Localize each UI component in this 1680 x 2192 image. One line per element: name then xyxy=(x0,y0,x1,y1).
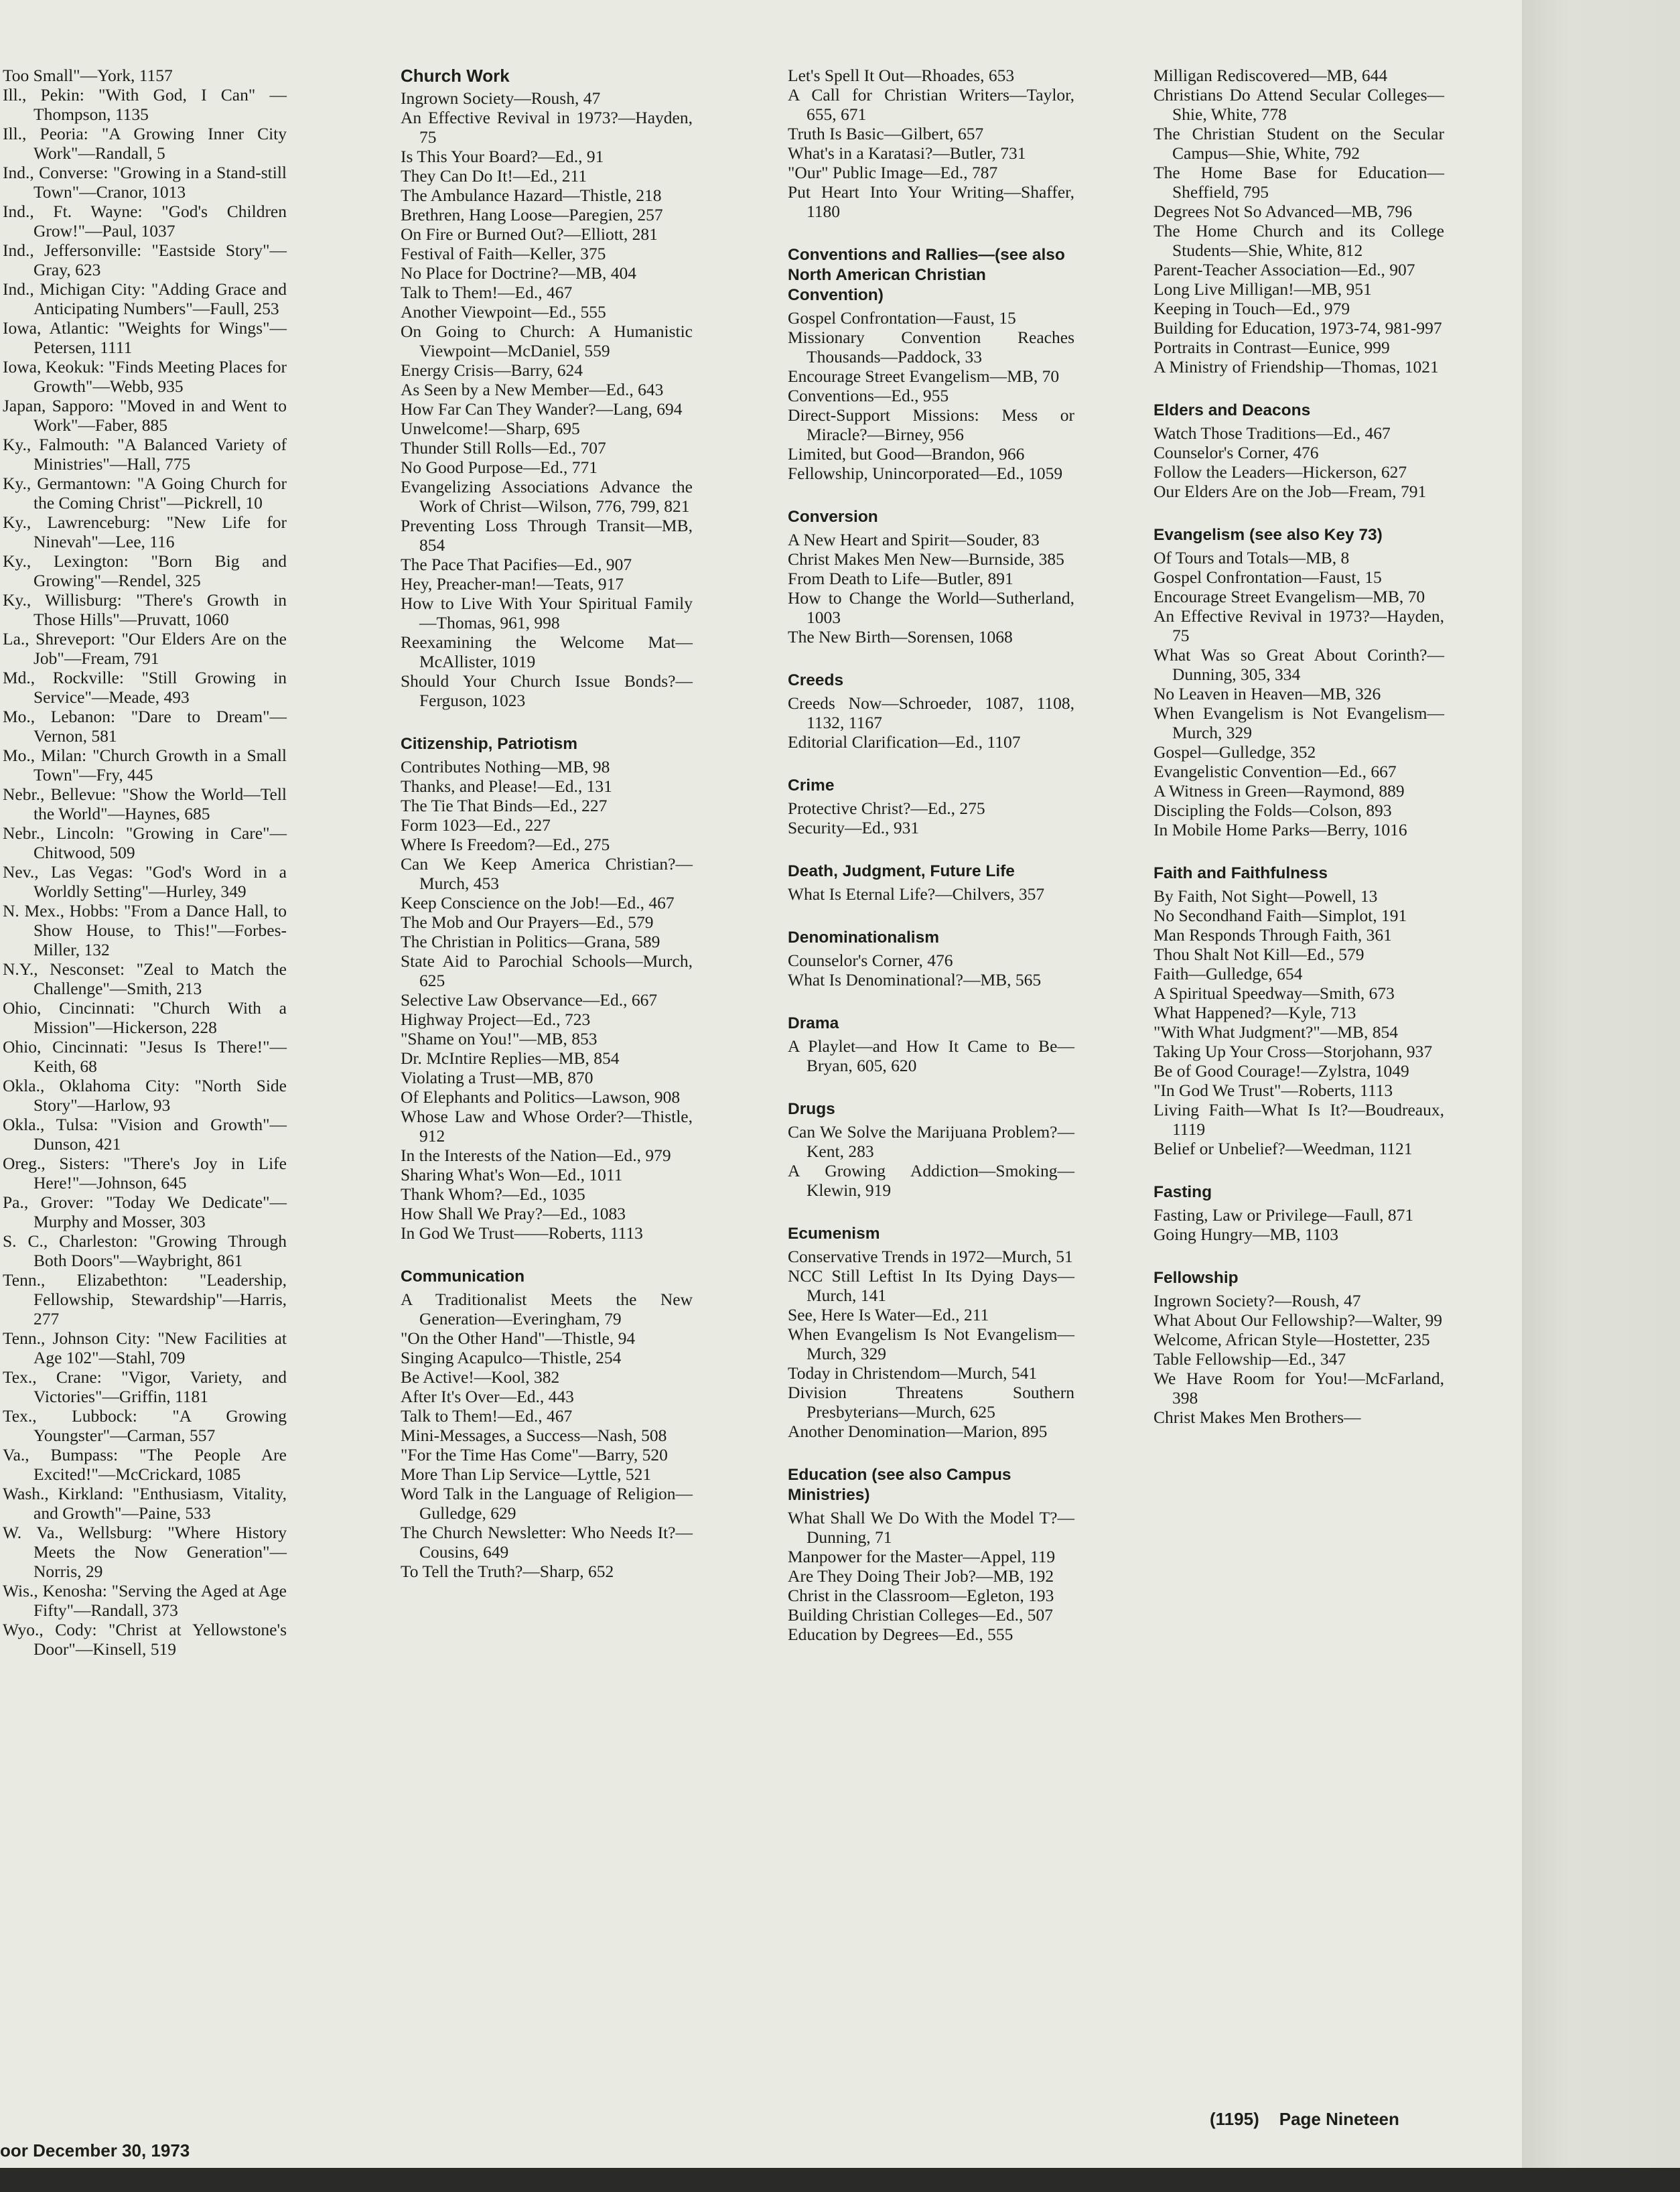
index-entry: "For the Time Has Come"—Barry, 520 xyxy=(401,1445,668,1464)
index-entry: "With What Judgment?"—MB, 854 xyxy=(1153,1022,1398,1042)
index-section xyxy=(401,734,693,1243)
index-entry: Ill., Pekin: "With God, I Can" —Thompson, 1135 xyxy=(3,85,287,124)
index-entry: What Happened?—Kyle, 713 xyxy=(1153,1003,1356,1022)
index-entry: Creeds Now—Schroeder, 1087, 1108, 1132, 1167 xyxy=(788,693,1074,732)
index-entry: Selective Law Observance—Ed., 667 xyxy=(401,990,658,1010)
index-section xyxy=(1153,66,1444,376)
index-entry: Tenn., Johnson City: "New Facilities at Age 102"—Stahl, 709 xyxy=(3,1328,287,1367)
index-entry: They Can Do It!—Ed., 211 xyxy=(401,166,587,186)
index-entry: Whose Law and Whose Order?—Thistle, 912 xyxy=(401,1107,693,1146)
index-entry: Be Active!—Kool, 382 xyxy=(401,1367,560,1387)
index-entry: A Spiritual Speedway—Smith, 673 xyxy=(1153,983,1395,1003)
index-entry: Thank Whom?—Ed., 1035 xyxy=(401,1184,585,1204)
index-entry: Pa., Grover: "Today We Dedicate"—Murphy and Mosser, 303 xyxy=(3,1192,287,1231)
index-entry: What Is Eternal Life?—Chilvers, 357 xyxy=(788,884,1045,904)
index-entry: Welcome, African Style—Hostetter, 235 xyxy=(1153,1330,1430,1349)
index-entry: Tenn., Elizabethton: "Leadership, Fellowship, Stewardship"—Harris, 277 xyxy=(3,1270,287,1328)
index-entry: How to Live With Your Spiritual Family—Thomas, 961, 998 xyxy=(401,594,693,632)
index-entry: The Tie That Binds—Ed., 227 xyxy=(401,796,608,815)
index-entry: Of Elephants and Politics—Lawson, 908 xyxy=(401,1087,681,1107)
index-entry: Iowa, Keokuk: "Finds Meeting Places for Growth"—Webb, 935 xyxy=(3,357,287,396)
index-entry: Okla., Tulsa: "Vision and Growth"—Dunson, 421 xyxy=(3,1115,287,1154)
index-entry: Preventing Loss Through Transit—MB, 854 xyxy=(401,516,693,555)
index-entry: Nev., Las Vegas: "God's Word in a Worldly Setting"—Hurley, 349 xyxy=(3,862,287,901)
index-entry: The Christian in Politics—Grana, 589 xyxy=(401,932,660,951)
section-heading: Education (see also Campus Ministries) xyxy=(788,1466,1011,1504)
index-entry: Follow the Leaders—Hickerson, 627 xyxy=(1153,462,1407,482)
index-entry: Nebr., Bellevue: "Show the World—Tell the World"—Haynes, 685 xyxy=(3,784,287,823)
index-entry: Hey, Preacher-man!—Teats, 917 xyxy=(401,574,624,594)
index-entry: Conservative Trends in 1972—Murch, 51 xyxy=(788,1247,1073,1266)
index-entry: Another Denomination—Marion, 895 xyxy=(788,1422,1048,1441)
index-section xyxy=(788,862,1074,904)
index-entry: N.Y., Nesconset: "Zeal to Match the Challenge"—Smith, 213 xyxy=(3,959,287,998)
index-entry: The Home Base for Education—Sheffield, 795 xyxy=(1153,163,1444,202)
index-section xyxy=(401,66,693,710)
index-entry: Ingrown Society?—Roush, 47 xyxy=(1153,1291,1361,1310)
index-entry: Wis., Kenosha: "Serving the Aged at Age Fifty"—Randall, 373 xyxy=(3,1581,287,1620)
index-entry: Another Viewpoint—Ed., 555 xyxy=(401,302,606,322)
index-entry: Talk to Them!—Ed., 467 xyxy=(401,1406,573,1426)
section-heading: Faith and Faithfulness xyxy=(1153,864,1328,882)
index-entry: No Leaven in Heaven—MB, 326 xyxy=(1153,684,1381,703)
index-entry: Be of Good Courage!—Zylstra, 1049 xyxy=(1153,1061,1409,1081)
section-heading: Conventions and Rallies—(see also North American Christian Convention) xyxy=(788,246,1065,304)
section-heading: Communication xyxy=(401,1268,525,1286)
index-entry: W. Va., Wellsburg: "Where History Meets the Now Generation"—Norris, 29 xyxy=(3,1523,287,1581)
index-entry: Ky., Germantown: "A Going Church for the Coming Christ"—Pickrell, 10 xyxy=(3,474,287,512)
index-entry: Man Responds Through Faith, 361 xyxy=(1153,925,1392,945)
index-entry: Parent-Teacher Association—Ed., 907 xyxy=(1153,260,1415,279)
index-section xyxy=(788,66,1074,221)
index-entry: Truth Is Basic—Gilbert, 657 xyxy=(788,124,984,143)
index-entry: Violating a Trust—MB, 870 xyxy=(401,1068,593,1087)
index-entry: Building for Education, 1973-74, 981-997 xyxy=(1153,318,1442,338)
index-entry: Dr. McIntire Replies—MB, 854 xyxy=(401,1048,620,1068)
index-entry: Ky., Lexington: "Born Big and Growing"—Rendel, 325 xyxy=(3,551,287,590)
index-entry: What Was so Great About Corinth?—Dunning, 305, 334 xyxy=(1153,645,1444,684)
index-entry: When Evangelism is Not Evangelism—Murch, 329 xyxy=(1153,703,1444,742)
index-entry: An Effective Revival in 1973?—Hayden, 75 xyxy=(1153,606,1444,645)
index-entry: A Growing Addiction—Smoking—Klewin, 919 xyxy=(788,1161,1074,1200)
index-entry: "Shame on You!"—MB, 853 xyxy=(401,1029,598,1048)
index-entry: What's in a Karatasi?—Butler, 731 xyxy=(788,143,1026,163)
index-section xyxy=(1153,1268,1444,1427)
index-entry: Where Is Freedom?—Ed., 275 xyxy=(401,835,610,854)
index-entry: Should Your Church Issue Bonds?—Ferguson, 1023 xyxy=(401,671,693,710)
index-entry: Thanks, and Please!—Ed., 131 xyxy=(401,776,612,796)
index-entry: Let's Spell It Out—Rhoades, 653 xyxy=(788,66,1015,85)
index-entry: Talk to Them!—Ed., 467 xyxy=(401,283,573,302)
index-entry: Thou Shalt Not Kill—Ed., 579 xyxy=(1153,945,1364,964)
index-entry: No Good Purpose—Ed., 771 xyxy=(401,458,598,477)
index-entry: Singing Acapulco—Thistle, 254 xyxy=(401,1348,622,1367)
index-entry: Ky., Willisburg: "There's Growth in Those Hills"—Pruvatt, 1060 xyxy=(3,590,287,629)
section-heading: Church Work xyxy=(401,66,510,86)
page-footer xyxy=(1210,2109,1419,2130)
index-entry: Thunder Still Rolls—Ed., 707 xyxy=(401,438,606,458)
section-heading: Drama xyxy=(788,1014,839,1032)
index-entry: "On the Other Hand"—Thistle, 94 xyxy=(401,1328,636,1348)
index-entry: When Evangelism Is Not Evangelism—Murch, 329 xyxy=(788,1324,1074,1363)
index-entry: Is This Your Board?—Ed., 91 xyxy=(401,147,604,166)
index-entry: Energy Crisis—Barry, 624 xyxy=(401,360,583,380)
index-entry: Direct-Support Missions: Mess or Miracle?—Birney, 956 xyxy=(788,405,1074,444)
index-entry: Security—Ed., 931 xyxy=(788,818,920,837)
index-entry: Md., Rockville: "Still Growing in Service"—Meade, 493 xyxy=(3,668,287,707)
index-entry: Ingrown Society—Roush, 47 xyxy=(401,88,601,108)
index-entry: Keeping in Touch—Ed., 979 xyxy=(1153,299,1350,318)
column-1 xyxy=(3,66,287,1659)
index-entry: Degrees Not So Advanced—MB, 796 xyxy=(1153,202,1412,221)
index-section xyxy=(788,776,1074,837)
index-entry: Can We Keep America Christian?—Murch, 453 xyxy=(401,854,693,893)
index-entry: Reexamining the Welcome Mat—McAllister, 1019 xyxy=(401,632,693,671)
index-entry: Wash., Kirkland: "Enthusiasm, Vitality, and Growth"—Paine, 533 xyxy=(3,1484,287,1523)
page-margin xyxy=(1522,0,1680,2168)
index-entry: Ky., Lawrenceburg: "New Life for Ninevah"—Lee, 116 xyxy=(3,512,287,551)
section-heading: Elders and Deacons xyxy=(1153,401,1311,419)
index-entry: State Aid to Parochial Schools—Murch, 625 xyxy=(401,951,693,990)
index-entry: Gospel Confrontation—Faust, 15 xyxy=(788,308,1016,328)
index-entry: Iowa, Atlantic: "Weights for Wings"—Petersen, 1111 xyxy=(3,318,287,357)
column-2 xyxy=(401,66,693,1605)
index-entry: Contributes Nothing—MB, 98 xyxy=(401,757,610,776)
index-entry: Okla., Oklahoma City: "North Side Story"—Harlow, 93 xyxy=(3,1076,287,1115)
index-section xyxy=(788,507,1074,646)
index-entry: Fellowship, Unincorporated—Ed., 1059 xyxy=(788,464,1063,483)
index-entry: Highway Project—Ed., 723 xyxy=(401,1010,591,1029)
index-entry: A New Heart and Spirit—Souder, 83 xyxy=(788,530,1040,549)
index-entry: No Place for Doctrine?—MB, 404 xyxy=(401,263,636,283)
index-entry: Christians Do Attend Secular Colleges—Shie, White, 778 xyxy=(1153,85,1444,124)
index-entry: Milligan Rediscovered—MB, 644 xyxy=(1153,66,1388,85)
index-entry: Belief or Unbelief?—Weedman, 1121 xyxy=(1153,1139,1413,1158)
index-entry: Are They Doing Their Job?—MB, 192 xyxy=(788,1566,1054,1586)
index-entry: Ky., Falmouth: "A Balanced Variety of Ministries"—Hall, 775 xyxy=(3,435,287,474)
index-entry: The New Birth—Sorensen, 1068 xyxy=(788,627,1013,646)
index-entry: Va., Bumpass: "The People Are Excited!"—McCrickard, 1085 xyxy=(3,1445,287,1484)
index-entry: Division Threatens Southern Presbyterians—Murch, 625 xyxy=(788,1383,1074,1422)
index-section xyxy=(788,245,1074,483)
index-entry: By Faith, Not Sight—Powell, 13 xyxy=(1153,886,1378,906)
index-entry: Counselor's Corner, 476 xyxy=(788,951,953,970)
index-entry: Christ in the Classroom—Egleton, 193 xyxy=(788,1586,1054,1605)
index-entry: How Far Can They Wander?—Lang, 694 xyxy=(401,399,683,419)
index-entry: Living Faith—What Is It?—Boudreaux, 1119 xyxy=(1153,1100,1444,1139)
section-heading: Fasting xyxy=(1153,1183,1212,1201)
index-entry: Oreg., Sisters: "There's Joy in Life Here!"—Johnson, 645 xyxy=(3,1154,287,1192)
index-section xyxy=(1153,864,1444,1158)
column-3 xyxy=(788,66,1074,1668)
index-entry: Christ Makes Men New—Burnside, 385 xyxy=(788,549,1064,569)
index-entry: Limited, but Good—Brandon, 966 xyxy=(788,444,1025,464)
index-section xyxy=(401,1267,693,1581)
index-entry: On Fire or Burned Out?—Elliott, 281 xyxy=(401,224,658,244)
index-entry: The Church Newsletter: Who Needs It?—Cousins, 649 xyxy=(401,1523,693,1562)
index-entry: An Effective Revival in 1973?—Hayden, 75 xyxy=(401,108,693,147)
index-entry: As Seen by a New Member—Ed., 643 xyxy=(401,380,664,399)
index-entry: Form 1023—Ed., 227 xyxy=(401,815,551,835)
index-section xyxy=(1153,401,1444,501)
index-section xyxy=(788,1099,1074,1200)
index-entry: A Call for Christian Writers—Taylor, 655, 671 xyxy=(788,85,1074,124)
index-entry: More Than Lip Service—Lyttle, 521 xyxy=(401,1464,652,1484)
index-entry: After It's Over—Ed., 443 xyxy=(401,1387,574,1406)
index-entry: Nebr., Lincoln: "Growing in Care"—Chitwood, 509 xyxy=(3,823,287,862)
section-heading: Ecumenism xyxy=(788,1225,880,1243)
index-entry: "Our" Public Image—Ed., 787 xyxy=(788,163,998,182)
index-entry: Christ Makes Men Brothers— xyxy=(1153,1408,1361,1427)
index-entry: The Mob and Our Prayers—Ed., 579 xyxy=(401,912,654,932)
index-entry: N. Mex., Hobbs: "From a Dance Hall, to Show House, to This!"—Forbes-Miller, 132 xyxy=(3,901,287,959)
index-entry: Discipling the Folds—Colson, 893 xyxy=(1153,801,1392,820)
section-heading: Crime xyxy=(788,776,835,795)
section-heading: Evangelism (see also Key 73) xyxy=(1153,526,1383,544)
index-entry: Tex., Lubbock: "A Growing Youngster"—Carman, 557 xyxy=(3,1406,287,1445)
index-entry: Manpower for the Master—Appel, 119 xyxy=(788,1547,1056,1566)
column-4 xyxy=(1153,66,1444,1451)
index-entry: Brethren, Hang Loose—Paregien, 257 xyxy=(401,205,663,224)
index-entry: Encourage Street Evangelism—MB, 70 xyxy=(788,366,1060,386)
index-entry: Gospel Confrontation—Faust, 15 xyxy=(1153,567,1382,587)
index-entry: Taking Up Your Cross—Storjohann, 937 xyxy=(1153,1042,1433,1061)
index-entry: Ind., Converse: "Growing in a Stand-still Town"—Cranor, 1013 xyxy=(3,163,287,202)
index-entry: What Is Denominational?—MB, 565 xyxy=(788,970,1042,989)
index-entry: The Pace That Pacifies—Ed., 907 xyxy=(401,555,632,574)
index-entry: Ohio, Cincinnati: "Jesus Is There!"—Keith, 68 xyxy=(3,1037,287,1076)
index-entry: Portraits in Contrast—Eunice, 999 xyxy=(1153,338,1390,357)
index-entry: La., Shreveport: "Our Elders Are on the Job"—Fream, 791 xyxy=(3,629,287,668)
index-entry: Ind., Jeffersonville: "Eastside Story"—Gray, 623 xyxy=(3,241,287,279)
index-entry: Mini-Messages, a Success—Nash, 508 xyxy=(401,1426,667,1445)
section-heading: Fellowship xyxy=(1153,1269,1239,1287)
index-entry: Going Hungry—MB, 1103 xyxy=(1153,1225,1339,1244)
index-entry: Evangelistic Convention—Ed., 667 xyxy=(1153,762,1397,781)
index-entry: Watch Those Traditions—Ed., 467 xyxy=(1153,423,1391,443)
index-entry: In Mobile Home Parks—Berry, 1016 xyxy=(1153,820,1407,839)
index-entry: Sharing What's Won—Ed., 1011 xyxy=(401,1165,623,1184)
index-entry: Gospel—Gulledge, 352 xyxy=(1153,742,1316,762)
index-entry: Keep Conscience on the Job!—Ed., 467 xyxy=(401,893,675,912)
index-entry: Can We Solve the Marijuana Problem?—Kent, 283 xyxy=(788,1122,1074,1161)
index-entry: What About Our Fellowship?—Walter, 99 xyxy=(1153,1310,1443,1330)
index-entry: Missionary Convention Reaches Thousands—Paddock, 33 xyxy=(788,328,1074,366)
index-entry: Too Small"—York, 1157 xyxy=(3,66,173,85)
index-entry: Of Tours and Totals—MB, 8 xyxy=(1153,548,1350,567)
index-entry: Festival of Faith—Keller, 375 xyxy=(401,244,606,263)
index-entry: Put Heart Into Your Writing—Shaffer, 1180 xyxy=(788,182,1074,221)
index-entry: A Witness in Green—Raymond, 889 xyxy=(1153,781,1405,801)
section-heading: Citizenship, Patriotism xyxy=(401,735,578,753)
index-entry: Education by Degrees—Ed., 555 xyxy=(788,1625,1013,1644)
issue-date: oor December 30, 1973 xyxy=(0,2140,190,2161)
index-entry: NCC Still Leftist In Its Dying Days—Murch, 141 xyxy=(788,1266,1074,1305)
index-entry: Counselor's Corner, 476 xyxy=(1153,443,1319,462)
index-section xyxy=(1153,525,1444,839)
index-entry: Conventions—Ed., 955 xyxy=(788,386,949,405)
index-entry: The Christian Student on the Secular Campus—Shie, White, 792 xyxy=(1153,124,1444,163)
index-entry: A Playlet—and How It Came to Be—Bryan, 605, 620 xyxy=(788,1036,1074,1075)
index-entry: A Traditionalist Meets the New Generation—Everingham, 79 xyxy=(401,1290,693,1328)
section-heading: Death, Judgment, Future Life xyxy=(788,862,1015,880)
index-entry: From Death to Life—Butler, 891 xyxy=(788,569,1013,588)
index-entry: Our Elders Are on the Job—Fream, 791 xyxy=(1153,482,1427,501)
index-entry: The Ambulance Hazard—Thistle, 218 xyxy=(401,186,662,205)
index-section xyxy=(788,1224,1074,1441)
index-entry: No Secondhand Faith—Simplot, 191 xyxy=(1153,906,1407,925)
index-entry: Ind., Michigan City: "Adding Grace and Anticipating Numbers"—Faull, 253 xyxy=(3,279,287,318)
index-entry: Building Christian Colleges—Ed., 507 xyxy=(788,1605,1053,1625)
index-entry: How to Change the World—Sutherland, 1003 xyxy=(788,588,1074,627)
index-entry: Ohio, Cincinnati: "Church With a Mission"—Hickerson, 228 xyxy=(3,998,287,1037)
index-entry: Faith—Gulledge, 654 xyxy=(1153,964,1303,983)
index-entry: Long Live Milligan!—MB, 951 xyxy=(1153,279,1372,299)
index-entry: The Home Church and its College Students—Shie, White, 812 xyxy=(1153,221,1444,260)
index-entry: In the Interests of the Nation—Ed., 979 xyxy=(401,1146,671,1165)
index-section xyxy=(788,671,1074,752)
index-entry: S. C., Charleston: "Growing Through Both Doors"—Waybright, 861 xyxy=(3,1231,287,1270)
index-entry: Ind., Ft. Wayne: "God's Children Grow!"—Paul, 1037 xyxy=(3,202,287,241)
index-entry: Japan, Sapporo: "Moved in and Went to Work"—Faber, 885 xyxy=(3,396,287,435)
section-heading: Drugs xyxy=(788,1100,835,1118)
index-entry: "In God We Trust"—Roberts, 1113 xyxy=(1153,1081,1393,1100)
page-number: (1195) xyxy=(1210,2109,1259,2129)
index-entry: Mo., Lebanon: "Dare to Dream"—Vernon, 581 xyxy=(3,707,287,746)
index-entry: Editorial Clarification—Ed., 1107 xyxy=(788,732,1021,752)
index-entry: Table Fellowship—Ed., 347 xyxy=(1153,1349,1346,1369)
index-entry: See, Here Is Water—Ed., 211 xyxy=(788,1305,989,1324)
section-heading: Denominationalism xyxy=(788,929,939,947)
index-entry: Wyo., Cody: "Christ at Yellowstone's Door"—Kinsell, 519 xyxy=(3,1620,287,1659)
section-heading: Conversion xyxy=(788,508,878,526)
index-entry: A Ministry of Friendship—Thomas, 1021 xyxy=(1153,357,1439,376)
index-entry: How Shall We Pray?—Ed., 1083 xyxy=(401,1204,626,1223)
index-entry: Mo., Milan: "Church Growth in a Small Town"—Fry, 445 xyxy=(3,746,287,784)
index-entry: Evangelizing Associations Advance the Work of Christ—Wilson, 776, 799, 821 xyxy=(401,477,693,516)
index-section xyxy=(788,928,1074,989)
index-entry: Ill., Peoria: "A Growing Inner City Work"—Randall, 5 xyxy=(3,124,287,163)
index-entry: Today in Christendom—Murch, 541 xyxy=(788,1363,1038,1383)
section-heading: Creeds xyxy=(788,671,844,689)
index-entry: In God We Trust——Roberts, 1113 xyxy=(401,1223,643,1243)
index-entry: On Going to Church: A Humanistic Viewpoint—McDaniel, 559 xyxy=(401,322,693,360)
index-entry: What Shall We Do With the Model T?—Dunning, 71 xyxy=(788,1508,1074,1547)
index-entry: We Have Room for You!—McFarland, 398 xyxy=(1153,1369,1444,1408)
index-entry: Unwelcome!—Sharp, 695 xyxy=(401,419,580,438)
index-entry: Protective Christ?—Ed., 275 xyxy=(788,799,985,818)
index-section xyxy=(788,1465,1074,1644)
page-label: Page Nineteen xyxy=(1279,2109,1399,2129)
index-entry: To Tell the Truth?—Sharp, 652 xyxy=(401,1562,614,1581)
index-entry: Tex., Crane: "Vigor, Variety, and Victories"—Griffin, 1181 xyxy=(3,1367,287,1406)
index-entry: Word Talk in the Language of Religion—Gulledge, 629 xyxy=(401,1484,693,1523)
index-section xyxy=(788,1014,1074,1075)
index-entry: Fasting, Law or Privilege—Faull, 871 xyxy=(1153,1205,1414,1225)
index-section xyxy=(1153,1182,1444,1244)
index-entry: Encourage Street Evangelism—MB, 70 xyxy=(1153,587,1425,606)
